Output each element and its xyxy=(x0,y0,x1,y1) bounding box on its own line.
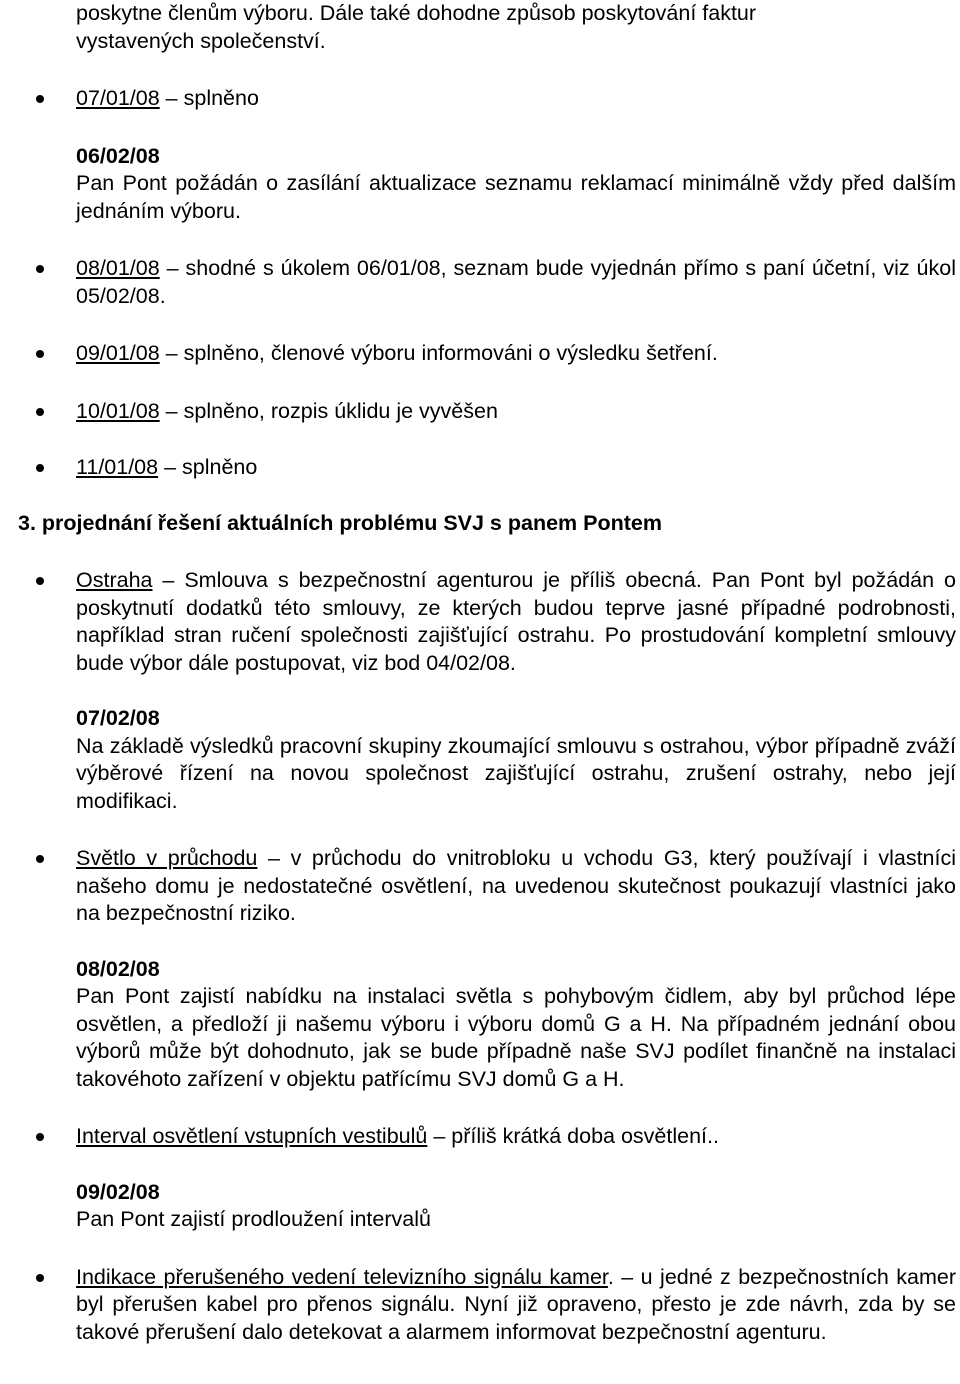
item-text: – splněno xyxy=(158,455,258,479)
item-07-01-08 xyxy=(76,85,956,113)
item-ostraha xyxy=(76,567,956,677)
intro-line-1: poskytne členům výboru. Dále také dohodne způsob poskytování faktur xyxy=(76,1,757,25)
note-07-02-08 xyxy=(76,705,956,815)
intro-paragraph xyxy=(76,0,956,55)
document-body xyxy=(18,0,957,1346)
note-09-02-08 xyxy=(76,1179,956,1234)
intro-line-2: vystavených společenství. xyxy=(76,28,326,53)
note-text: Pan Pont zajistí nabídku na instalaci světla s pohybovým čidlem, aby byl průchod lépe osvětlen, a předloží ji našemu výboru i výboru domů G a H. Na případném jednání obou výborů může být dohodnuto, jak se bude případně naše SVJ podílet finančně na instalaci takovéhoto zařízení v objektu patřícímu SVJ domů G a H. xyxy=(76,984,956,1091)
topic-text: – Smlouva s bezpečnostní agenturou je příliš obecná. Pan Pont byl požádán o poskytnutí dodatků této smlouvy, ze kterých budou teprve jasné případné podrobnosti, například stran ručení společnosti zajišťující ostrahu. Po prostudování kompletní smlouvy bude výbor dále postupovat, viz bod 04/02/08. xyxy=(76,568,956,675)
note-06-02-08 xyxy=(76,143,956,226)
note-date: 06/02/08 xyxy=(76,143,160,168)
item-code: 11/01/08 xyxy=(76,455,159,479)
item-text: – shodné s úkolem 06/01/08, seznam bude vyjednán přímo s paní účetní, viz úkol 05/02/08. xyxy=(76,256,956,308)
topic-title: Indikace přerušeného vedení televizního signálu kamer xyxy=(76,1264,608,1289)
topic-title: Interval osvětlení vstupních vestibulů xyxy=(76,1124,428,1148)
topic-text: – příliš krátká doba osvětlení.. xyxy=(427,1124,719,1148)
item-11-01-08 xyxy=(76,454,956,482)
item-interval xyxy=(76,1123,956,1151)
item-code: 09/01/08 xyxy=(76,341,160,365)
topic-text: – v průchodu do vnitrobloku u vchodu G3, který používají i vlastníci našeho domu je nedostatečné osvětlení, na uvedenou skutečnost poukazují vlastníci jako na bezpečnostní riziko. xyxy=(76,846,957,925)
item-indikace xyxy=(76,1264,956,1347)
note-date: 07/02/08 xyxy=(76,706,160,730)
note-date: 09/02/08 xyxy=(76,1179,160,1204)
item-text: – splněno, členové výboru informováni o výsledku šetření. xyxy=(159,341,718,365)
topic-text: . – u jedné z bezpečnostních kamer byl přerušen kabel pro přenos signálu. Nyní již opraveno, přesto je zde návrh, zda by se takové přerušení dalo detekovat a alarmem informovat bezpečnostní agenturu. xyxy=(76,1264,956,1344)
item-code: 07/01/08 xyxy=(76,86,160,110)
topic-title: Světlo v průchodu xyxy=(76,846,258,870)
section-3-heading: 3. projednání řešení aktuálních problému SVJ s panem Pontem xyxy=(18,510,662,535)
item-code: 08/01/08 xyxy=(76,256,160,280)
topic-title: Ostraha xyxy=(76,568,153,592)
item-10-01-08 xyxy=(76,398,956,426)
note-08-02-08 xyxy=(76,956,956,1094)
note-text: Na základě výsledků pracovní skupiny zkoumající smlouvu s ostrahou, výbor případně zváží výběrové řízení na novou společnost zajišťující ostrahu, zrušení ostrahy, nebo její modifikaci. xyxy=(76,733,956,813)
item-code: 10/01/08 xyxy=(76,398,160,423)
item-09-01-08 xyxy=(76,340,956,368)
note-text: Pan Pont zajistí prodloužení intervalů xyxy=(76,1207,431,1231)
item-text: – splněno xyxy=(159,86,259,110)
item-svetlo xyxy=(76,845,956,928)
item-08-01-08 xyxy=(76,255,956,310)
note-date: 08/02/08 xyxy=(76,956,160,981)
item-text: – splněno, rozpis úklidu je vyvěšen xyxy=(159,398,498,423)
note-text: Pan Pont požádán o zasílání aktualizace seznamu reklamací minimálně vždy před dalším jednáním výboru. xyxy=(76,171,956,223)
